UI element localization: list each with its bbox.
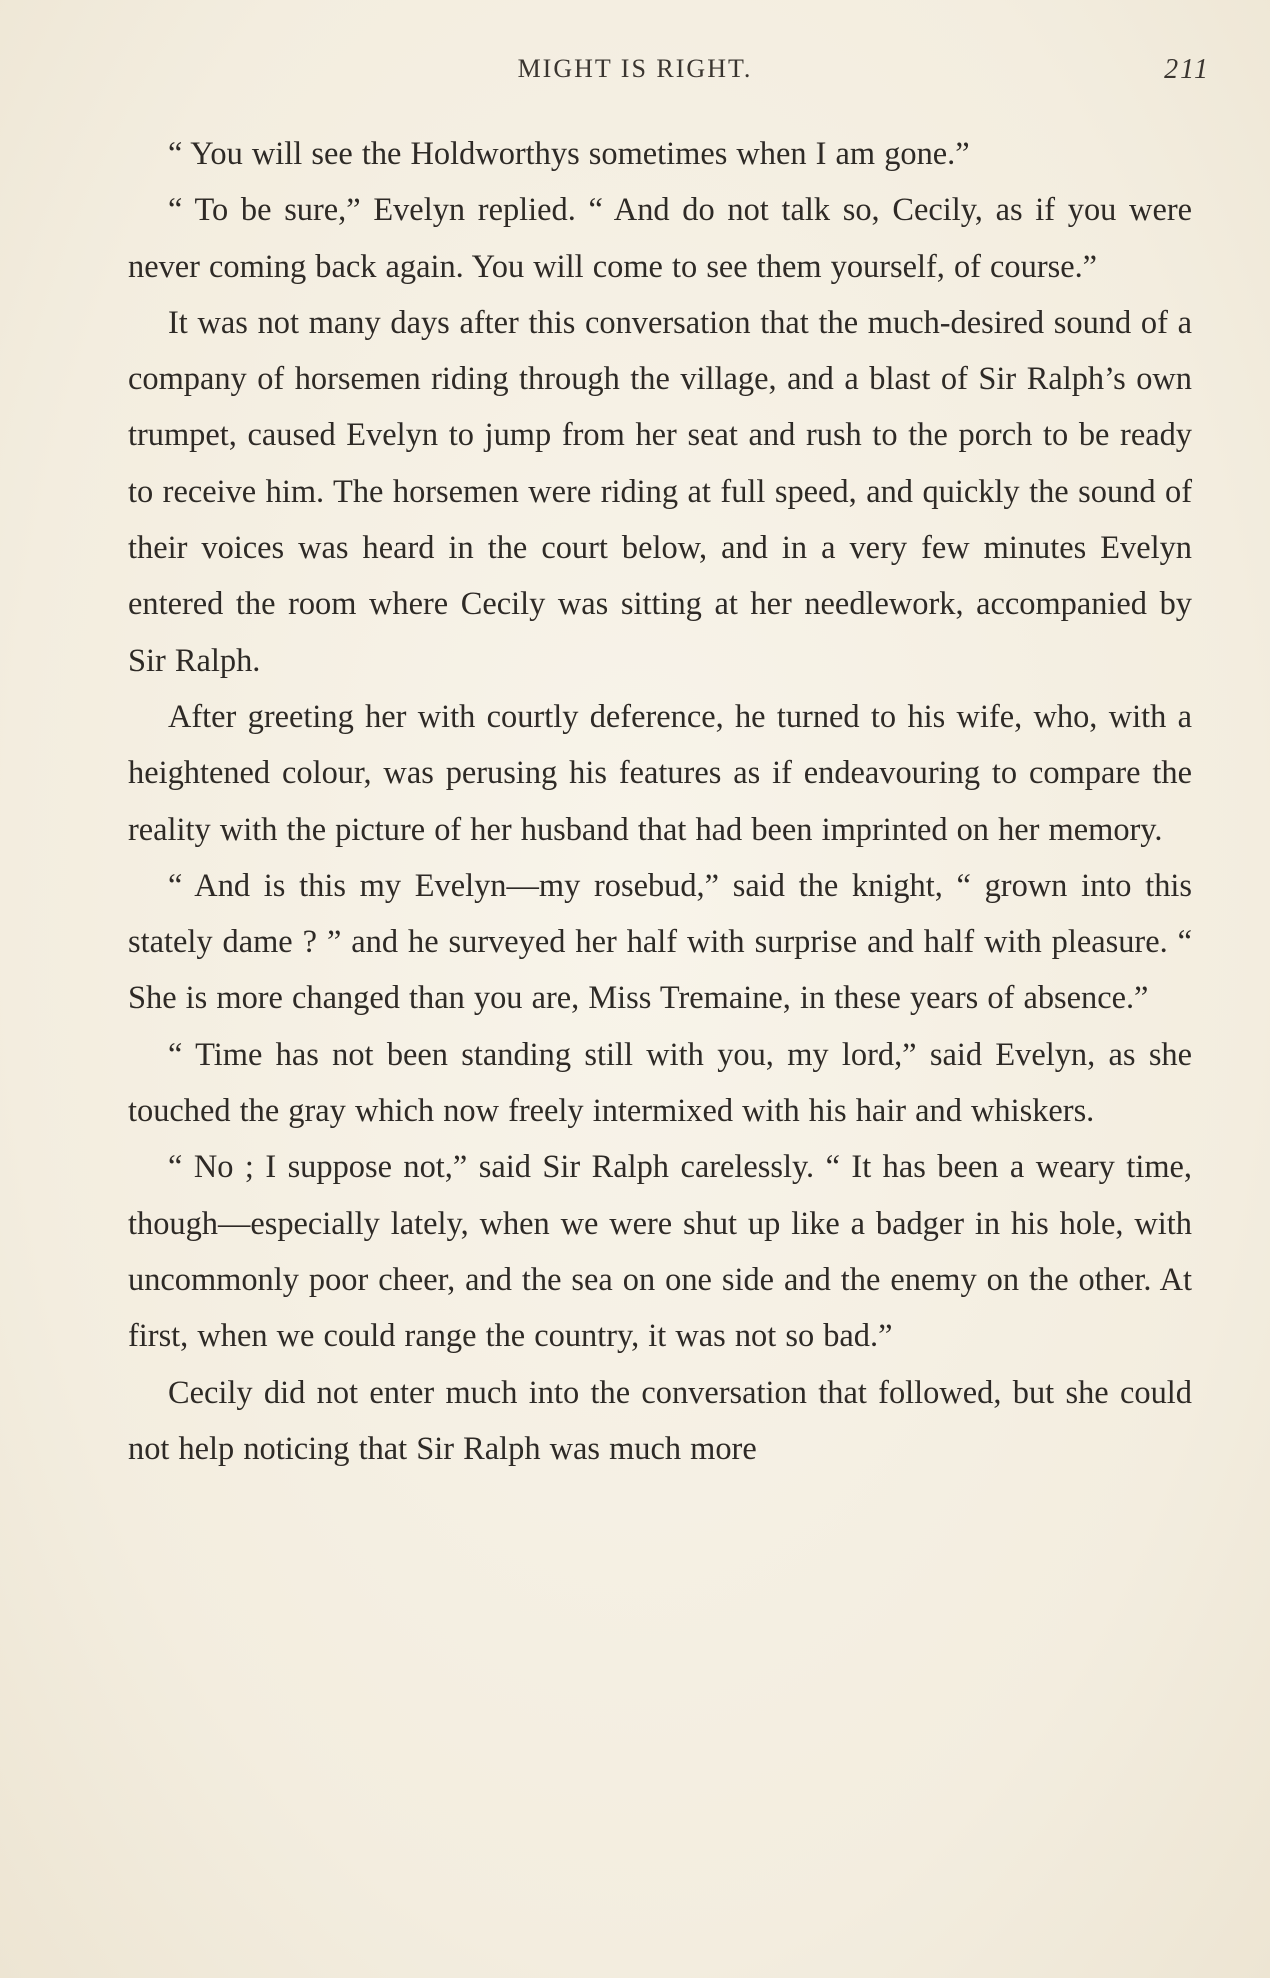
paragraph: “ And is this my Evelyn—my rosebud,” said the knight, “ grown into this stately dame ? ” and he surveyed her half with surprise and half with pleasure. “ She is more changed than you are, Miss Tremaine, in these years of absence.” bbox=[128, 867, 1192, 1017]
running-head bbox=[0, 50, 1270, 90]
paragraph: “ You will see the Holdworthys sometimes when I am gone.” bbox=[168, 136, 970, 172]
paragraph: “ Time has not been standing still with you, my lord,” said Evelyn, as she touched the gray which now freely intermixed with his hair and whiskers. bbox=[128, 1036, 1192, 1130]
paragraph: “ No ; I suppose not,” said Sir Ralph carelessly. “ It has been a weary time, though—especially lately, when we were shut up like a badger in his hole, with uncommonly poor cheer, and the sea on one side and the enemy on the other. At first, when we could range the country, it was not so bad.” bbox=[128, 1149, 1192, 1355]
paragraph: It was not many days after this conversation that the much-desired sound of a company of horsemen riding through the village, and a blast of Sir Ralph’s own trumpet, caused Evelyn to jump from her seat and rush to the porch to be ready to receive him. The horsemen were riding at full speed, and quickly the sound of their voices was heard in the court below, and in a very few minutes Evelyn entered the room where Cecily was sitting at her needlework, accompanied by Sir Ralph. bbox=[128, 304, 1192, 679]
paragraph: “ To be sure,” Evelyn replied. “ And do not talk so, Cecily, as if you were never coming back again. You will come to see them yourself, of course.” bbox=[128, 192, 1192, 285]
paragraph: After greeting her with courtly deference, he turned to his wife, who, with a heightened colour, was perusing his features as if endeavouring to compare the reality with the picture of her husband that had been imprinted on her memory. bbox=[128, 698, 1192, 848]
running-title: MIGHT IS RIGHT. bbox=[517, 54, 753, 83]
text-body bbox=[128, 126, 1192, 1477]
page-number: 211 bbox=[1164, 54, 1210, 85]
paragraph: Cecily did not enter much into the conversation that followed, but she could not help noticing that Sir Ralph was much more bbox=[128, 1374, 1192, 1467]
